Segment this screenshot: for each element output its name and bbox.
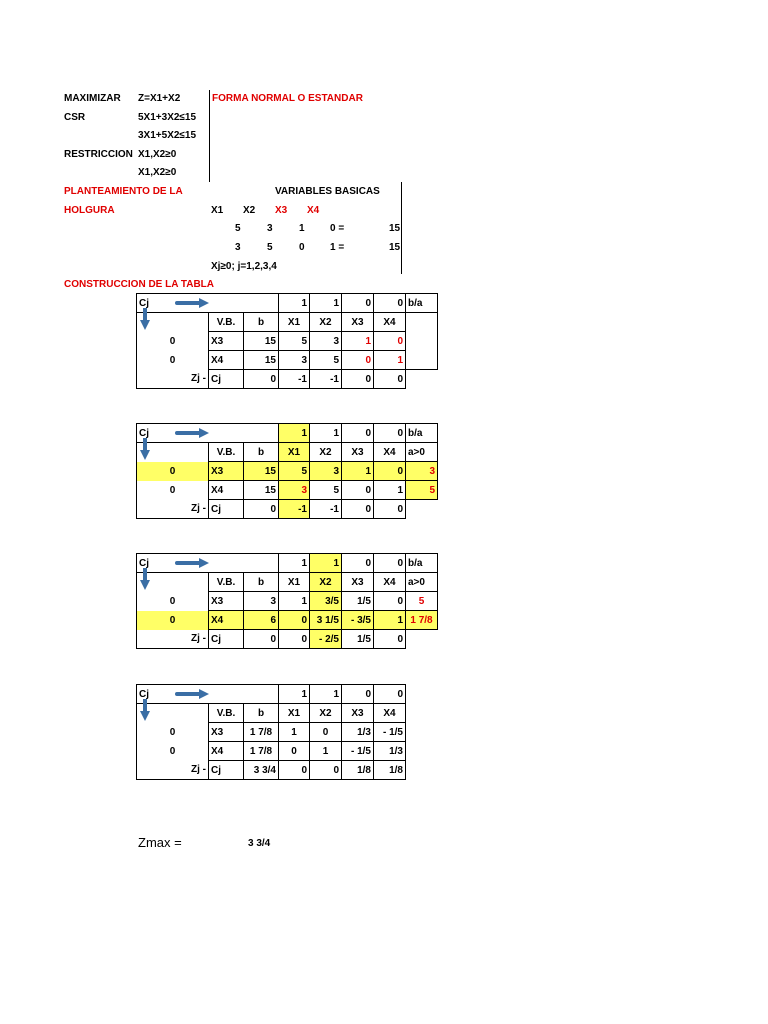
zj-x1: -1 bbox=[279, 500, 310, 519]
row-ratio bbox=[406, 332, 438, 351]
vb-header: V.B. bbox=[209, 313, 244, 332]
row-x1: 5 bbox=[279, 332, 310, 351]
zj-x3: 1/5 bbox=[342, 630, 374, 649]
ratio-header: b/a bbox=[406, 424, 438, 443]
spacer bbox=[438, 351, 475, 370]
x2-header: X2 bbox=[310, 313, 342, 332]
system-divider bbox=[401, 182, 402, 274]
spacer bbox=[438, 592, 475, 611]
spacer bbox=[438, 630, 475, 649]
row-x3: 1 bbox=[342, 462, 374, 481]
arrow-down-icon bbox=[140, 438, 150, 460]
eq1-rhs: 15 bbox=[389, 223, 401, 234]
extra-header bbox=[406, 313, 438, 332]
zj-cj-label: Cj bbox=[209, 761, 244, 780]
zj-b: 0 bbox=[244, 370, 279, 389]
zj-row bbox=[137, 500, 475, 519]
row-basic-var: X3 bbox=[209, 723, 244, 742]
row-b: 15 bbox=[244, 462, 279, 481]
arrow-right-icon bbox=[175, 558, 209, 568]
cj-header-cell bbox=[137, 424, 279, 443]
eq2-a3: 0 bbox=[299, 242, 305, 253]
csr-label: CSR bbox=[64, 112, 86, 123]
row-x4: 0 bbox=[374, 462, 406, 481]
row-ratio: 1 7/8 bbox=[406, 611, 438, 630]
vb-header: V.B. bbox=[209, 443, 244, 462]
zj-b: 3 3/4 bbox=[244, 761, 279, 780]
zj-b: 0 bbox=[244, 630, 279, 649]
x4-header: X4 bbox=[374, 704, 406, 723]
row-x3: - 1/5 bbox=[342, 742, 374, 761]
cj-x4: 0 bbox=[374, 554, 406, 573]
zj-label: Zj - bbox=[137, 500, 209, 519]
nonnegativity-1: X1,X2≥0 bbox=[138, 149, 177, 160]
cj-label: Cj bbox=[139, 557, 149, 569]
cj-x2: 1 bbox=[310, 554, 342, 573]
cj-header-cell bbox=[137, 294, 279, 313]
x3-header: X3 bbox=[342, 313, 374, 332]
planteamiento-title: PLANTEAMIENTO DE LA bbox=[64, 186, 183, 197]
simplex-table-2 bbox=[136, 423, 475, 519]
zj-x4: 0 bbox=[374, 370, 406, 389]
arrow-down-icon bbox=[140, 699, 150, 721]
row-x2: 3 bbox=[310, 332, 342, 351]
cj-x3: 0 bbox=[342, 554, 374, 573]
arrow-down-icon bbox=[140, 308, 150, 330]
row-x4: 1/3 bbox=[374, 742, 406, 761]
row-cost: 0 bbox=[137, 332, 209, 351]
row-cost: 0 bbox=[137, 723, 209, 742]
row-basic-var: X4 bbox=[209, 742, 244, 761]
eq1-a1: 5 bbox=[235, 223, 241, 234]
b-header: b bbox=[244, 443, 279, 462]
row-x2: 5 bbox=[310, 481, 342, 500]
eq2-rhs: 15 bbox=[389, 242, 401, 253]
spacer bbox=[438, 500, 475, 519]
xj-condition: Xj≥0; j=1,2,3,4 bbox=[211, 261, 277, 272]
cj-x2: 1 bbox=[310, 424, 342, 443]
row-cost: 0 bbox=[137, 351, 209, 370]
cj-x1: 1 bbox=[279, 294, 310, 313]
row-x3: - 3/5 bbox=[342, 611, 374, 630]
row-x1: 1 bbox=[279, 592, 310, 611]
row-b: 15 bbox=[244, 332, 279, 351]
cj-label: Cj bbox=[139, 688, 149, 700]
vb-header: V.B. bbox=[209, 573, 244, 592]
zj-x3: 1/8 bbox=[342, 761, 374, 780]
row-x2: 5 bbox=[310, 351, 342, 370]
row-ratio: 5 bbox=[406, 481, 438, 500]
x1-header: X1 bbox=[279, 313, 310, 332]
table-row bbox=[137, 351, 475, 370]
row-x2: 3 bbox=[310, 462, 342, 481]
spacer bbox=[438, 481, 475, 500]
spacer bbox=[406, 370, 438, 389]
cj-x3: 0 bbox=[342, 424, 374, 443]
spacer bbox=[438, 332, 475, 351]
spacer bbox=[438, 554, 475, 573]
spacer bbox=[438, 443, 475, 462]
cj-x1: 1 bbox=[279, 554, 310, 573]
row-ratio: 3 bbox=[406, 462, 438, 481]
x2-header: X2 bbox=[310, 443, 342, 462]
constraint-2: 3X1+5X2≤15 bbox=[138, 130, 197, 141]
zj-x1: 0 bbox=[279, 630, 310, 649]
zj-x4: 1/8 bbox=[374, 761, 406, 780]
row-cost: 0 bbox=[137, 592, 209, 611]
table-row bbox=[137, 723, 406, 742]
cj-x2: 1 bbox=[310, 685, 342, 704]
constraint-1: 5X1+3X2≤15 bbox=[138, 112, 197, 123]
cj-x1: 1 bbox=[279, 424, 310, 443]
row-b: 1 7/8 bbox=[244, 742, 279, 761]
row-x3: 1 bbox=[342, 332, 374, 351]
row-x4: - 1/5 bbox=[374, 723, 406, 742]
zj-x2: -1 bbox=[310, 370, 342, 389]
row-x4: 0 bbox=[374, 592, 406, 611]
var-x2: X2 bbox=[243, 205, 256, 216]
spacer bbox=[438, 313, 475, 332]
simplex-table-3 bbox=[136, 553, 475, 649]
cj-label: Cj bbox=[139, 297, 149, 309]
zj-x2: -1 bbox=[310, 500, 342, 519]
cj-header-cell bbox=[137, 554, 279, 573]
cj-header-cell bbox=[137, 685, 279, 704]
var-x4: X4 bbox=[307, 205, 320, 216]
x3-header: X3 bbox=[342, 704, 374, 723]
row-x1: 0 bbox=[279, 611, 310, 630]
row-cost: 0 bbox=[137, 611, 209, 630]
arrow-down-icon bbox=[140, 568, 150, 590]
zj-x2: - 2/5 bbox=[310, 630, 342, 649]
variables-basicas-title: VARIABLES BASICAS bbox=[275, 186, 380, 197]
pivot-cell: 5 bbox=[279, 462, 310, 481]
ratio-header: b/a bbox=[406, 554, 438, 573]
x1-header: X1 bbox=[279, 704, 310, 723]
zj-x1: -1 bbox=[279, 370, 310, 389]
row-basic-var: X4 bbox=[209, 351, 244, 370]
row-b: 6 bbox=[244, 611, 279, 630]
header-divider bbox=[209, 90, 210, 182]
zj-x1: 0 bbox=[279, 761, 310, 780]
ratio-condition: a>0 bbox=[406, 573, 438, 592]
table-row bbox=[137, 592, 475, 611]
restriccion-label: RESTRICCION bbox=[64, 149, 133, 160]
row-x2: 3/5 bbox=[310, 592, 342, 611]
nonnegativity-2: X1,X2≥0 bbox=[138, 167, 177, 178]
row-cost: 0 bbox=[137, 481, 209, 500]
zj-row bbox=[137, 630, 475, 649]
zj-row bbox=[137, 370, 475, 389]
cj-x2: 1 bbox=[310, 294, 342, 313]
spacer bbox=[438, 573, 475, 592]
objective-function: Z=X1+X2 bbox=[138, 93, 181, 104]
row-x3: 1/3 bbox=[342, 723, 374, 742]
x4-header: X4 bbox=[374, 573, 406, 592]
row-b: 15 bbox=[244, 481, 279, 500]
forma-normal-title: FORMA NORMAL O ESTANDAR bbox=[212, 93, 363, 104]
var-x1: X1 bbox=[211, 205, 224, 216]
zj-cj-label: Cj bbox=[209, 500, 244, 519]
row-x4: 1 bbox=[374, 611, 406, 630]
arrow-right-icon bbox=[175, 428, 209, 438]
cj-x3: 0 bbox=[342, 685, 374, 704]
row-x4: 0 bbox=[374, 332, 406, 351]
table-row bbox=[137, 462, 475, 481]
spacer bbox=[438, 611, 475, 630]
cj-label: Cj bbox=[139, 427, 149, 439]
x2-header: X2 bbox=[310, 573, 342, 592]
eq2-a1: 3 bbox=[235, 242, 241, 253]
row-x1: 1 bbox=[279, 723, 310, 742]
vb-header: V.B. bbox=[209, 704, 244, 723]
row-x1: 3 bbox=[279, 481, 310, 500]
row-basic-var: X4 bbox=[209, 611, 244, 630]
x4-header: X4 bbox=[374, 313, 406, 332]
spacer bbox=[438, 424, 475, 443]
ratio-condition: a>0 bbox=[406, 443, 438, 462]
zj-label: Zj - bbox=[137, 630, 209, 649]
row-basic-var: X3 bbox=[209, 332, 244, 351]
var-x3: X3 bbox=[275, 205, 288, 216]
zj-cj-label: Cj bbox=[209, 370, 244, 389]
zj-x3: 0 bbox=[342, 500, 374, 519]
zj-row bbox=[137, 761, 406, 780]
cj-x4: 0 bbox=[374, 424, 406, 443]
row-ratio bbox=[406, 351, 438, 370]
row-b: 1 7/8 bbox=[244, 723, 279, 742]
x3-header: X3 bbox=[342, 573, 374, 592]
x2-header: X2 bbox=[310, 704, 342, 723]
spacer bbox=[438, 462, 475, 481]
zj-x2: 0 bbox=[310, 761, 342, 780]
zj-cj-label: Cj bbox=[209, 630, 244, 649]
eq2-a2: 5 bbox=[267, 242, 273, 253]
zj-label: Zj - bbox=[137, 761, 209, 780]
simplex-table-1 bbox=[136, 293, 475, 389]
spacer bbox=[438, 294, 475, 313]
spacer bbox=[406, 630, 438, 649]
eq1-a3: 1 bbox=[299, 223, 305, 234]
spacer bbox=[438, 370, 475, 389]
cj-x1: 1 bbox=[279, 685, 310, 704]
row-x1: 3 bbox=[279, 351, 310, 370]
holgura-title: HOLGURA bbox=[64, 205, 115, 216]
cj-x4: 0 bbox=[374, 294, 406, 313]
arrow-right-icon bbox=[175, 689, 209, 699]
b-header: b bbox=[244, 313, 279, 332]
row-ratio: 5 bbox=[406, 592, 438, 611]
pivot-cell: 3 1/5 bbox=[310, 611, 342, 630]
x4-header: X4 bbox=[374, 443, 406, 462]
table-row bbox=[137, 611, 475, 630]
zj-x3: 0 bbox=[342, 370, 374, 389]
b-header: b bbox=[244, 704, 279, 723]
zmax-value: 3 3/4 bbox=[248, 838, 271, 849]
row-x2: 0 bbox=[310, 723, 342, 742]
x3-header: X3 bbox=[342, 443, 374, 462]
zj-label: Zj - bbox=[137, 370, 209, 389]
row-basic-var: X3 bbox=[209, 592, 244, 611]
construccion-title: CONSTRUCCION DE LA TABLA bbox=[64, 279, 214, 290]
arrow-right-icon bbox=[175, 298, 209, 308]
row-basic-var: X3 bbox=[209, 462, 244, 481]
row-x3: 0 bbox=[342, 481, 374, 500]
zj-x4: 0 bbox=[374, 630, 406, 649]
row-x4: 1 bbox=[374, 481, 406, 500]
row-basic-var: X4 bbox=[209, 481, 244, 500]
cj-x3: 0 bbox=[342, 294, 374, 313]
zmax-label: Zmax = bbox=[138, 835, 182, 850]
eq1-a4: 0 = bbox=[330, 223, 345, 234]
b-header: b bbox=[244, 573, 279, 592]
x1-header: X1 bbox=[279, 443, 310, 462]
row-cost: 0 bbox=[137, 742, 209, 761]
row-x1: 0 bbox=[279, 742, 310, 761]
row-x3: 0 bbox=[342, 351, 374, 370]
row-x4: 1 bbox=[374, 351, 406, 370]
row-b: 15 bbox=[244, 351, 279, 370]
row-b: 3 bbox=[244, 592, 279, 611]
maximizar-label: MAXIMIZAR bbox=[64, 93, 121, 104]
table-row bbox=[137, 742, 406, 761]
zj-b: 0 bbox=[244, 500, 279, 519]
zj-x4: 0 bbox=[374, 500, 406, 519]
eq2-a4: 1 = bbox=[330, 242, 345, 253]
row-x2: 1 bbox=[310, 742, 342, 761]
ratio-header: b/a bbox=[406, 294, 438, 313]
spacer bbox=[406, 500, 438, 519]
table-row bbox=[137, 332, 475, 351]
row-x3: 1/5 bbox=[342, 592, 374, 611]
row-cost: 0 bbox=[137, 462, 209, 481]
x1-header: X1 bbox=[279, 573, 310, 592]
cj-x4: 0 bbox=[374, 685, 406, 704]
simplex-table-4 bbox=[136, 684, 406, 780]
table-row bbox=[137, 481, 475, 500]
eq1-a2: 3 bbox=[267, 223, 273, 234]
